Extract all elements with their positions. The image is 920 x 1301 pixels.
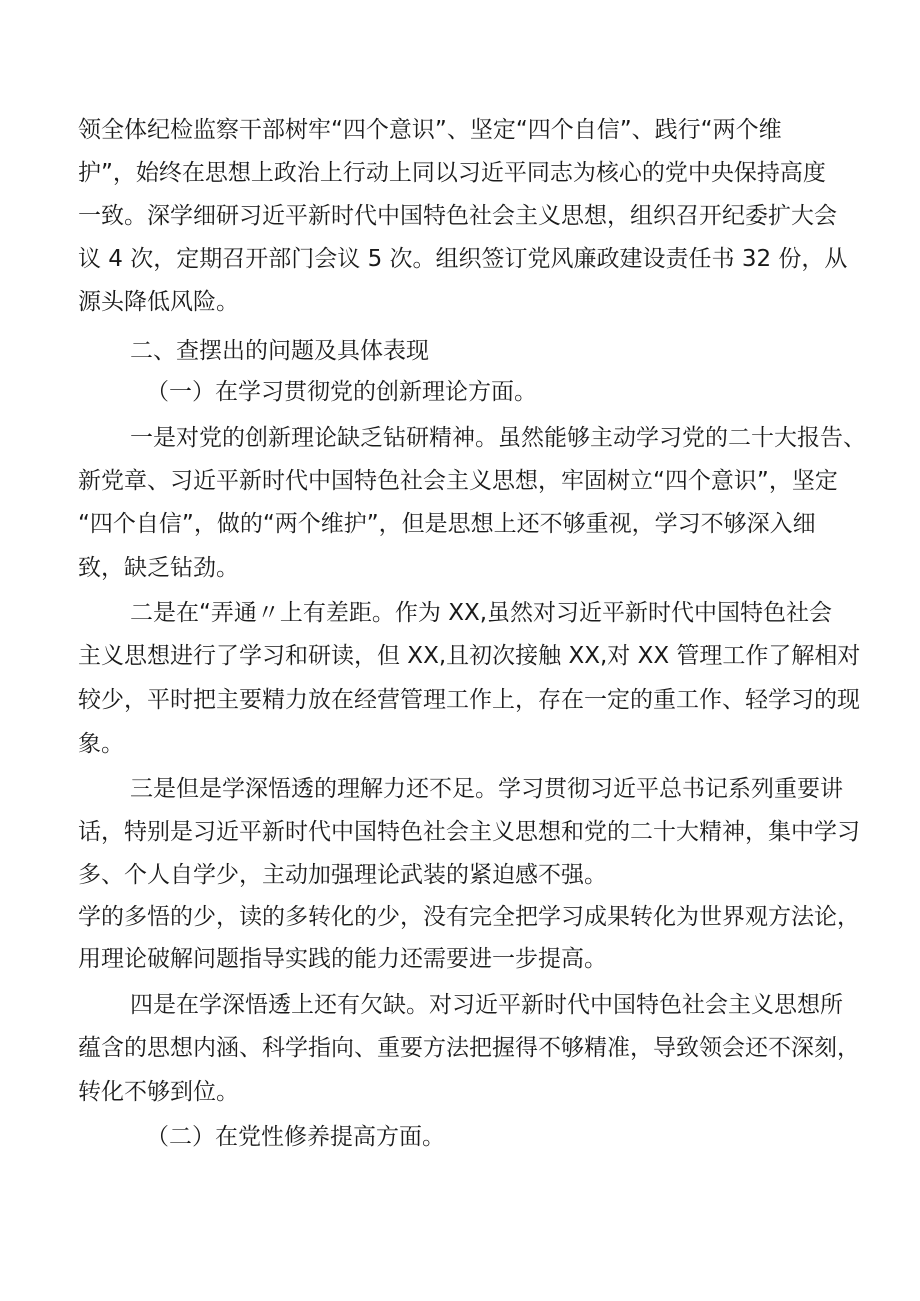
text-line: 用理论破解问题指导实践的能力还需要进一步提高。: [78, 946, 607, 972]
text-line: “四个自信”，做的“两个维护”，但是思想上还不够重视，学习不够深入细: [78, 511, 816, 537]
text-line: 多、个人自学少，主动加强理论武装的紧迫感不强。: [78, 862, 607, 888]
text-line: 一致。深学细研习近平新时代中国特色社会主义思想，组织召开纪委扩大会: [78, 203, 837, 229]
text-line: 致，缺乏钻劲。: [78, 555, 239, 581]
text-line: 转化不够到位。: [78, 1079, 239, 1105]
text-line: 领全体纪检监察干部树牢“四个意识”、坚定“四个自信”、践行“两个维: [78, 117, 782, 143]
text-line: 源头降低风险。: [78, 289, 239, 315]
text-line: 话，特别是习近平新时代中国特色社会主义思想和党的二十大精神，集中学习: [78, 819, 860, 845]
text-line: 二是在“弄通〃上有差距。作为 XX,虽然对习近平新时代中国特色社会: [130, 600, 833, 626]
text-line: 象。: [78, 731, 124, 757]
text-line: 一是对党的创新理论缺乏钻研精神。虽然能够主动学习党的二十大报告、: [130, 425, 866, 451]
text-line: 较少，平时把主要精力放在经营管理工作上，存在一定的重工作、轻学习的现: [78, 687, 860, 713]
section-heading: 二、查摆出的问题及具体表现: [130, 338, 429, 364]
text-line: 四是在学深悟透上还有欠缺。对习近平新时代中国特色社会主义思想所: [130, 992, 843, 1018]
text-line: 学的多悟的少，读的多转化的少，没有完全把学习成果转化为世界观方法论，: [78, 904, 860, 930]
subsection-heading: （一）在学习贯彻党的创新理论方面。: [146, 379, 537, 405]
text-line: 新党章、习近平新时代中国特色社会主义思想，牢固树立“四个意识”，坚定: [78, 468, 838, 494]
text-line: 护”，始终在思想上政治上行动上同以习近平同志为核心的党中央保持高度: [78, 160, 826, 186]
text-line: 主义思想进行了学习和研读，但 XX,且初次接触 XX,对 XX 管理工作了解相对: [78, 643, 861, 669]
subsection-heading: （二）在党性修养提高方面。: [146, 1124, 445, 1150]
text-line: 议 4 次，定期召开部门会议 5 次。组织签订党风廉政建设责任书 32 份，从: [78, 246, 848, 272]
text-line: 三是但是学深悟透的理解力还不足。学习贯彻习近平总书记系列重要讲: [130, 776, 843, 802]
text-line: 蕴含的思想内涵、科学指向、重要方法把握得不够精准，导致领会还不深刻，: [78, 1035, 860, 1061]
